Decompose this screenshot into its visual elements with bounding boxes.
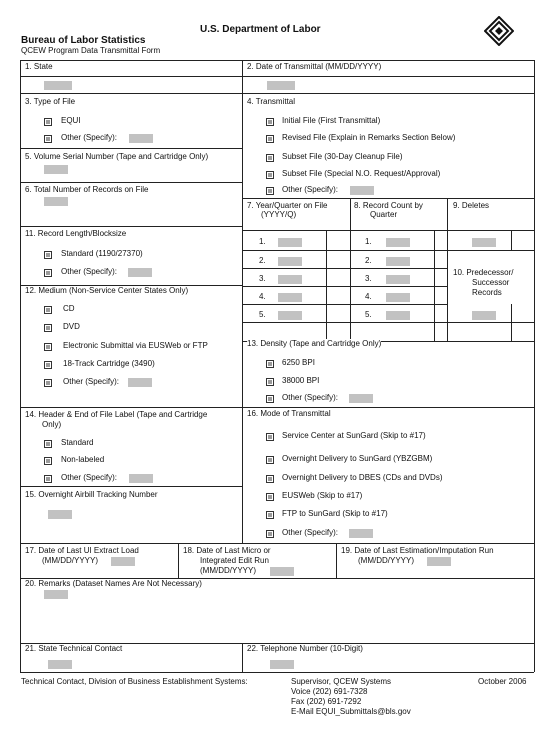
density-other-checkbox[interactable] <box>266 395 274 403</box>
subset-cleanup-checkbox[interactable] <box>266 154 274 162</box>
header-label: 14. Header & End of File Label (Tape and Cartridge <box>25 410 208 419</box>
yq-field-5[interactable] <box>278 311 302 320</box>
state-label: 1. State <box>25 62 53 71</box>
micro-edit-field[interactable] <box>270 567 294 576</box>
deletes-field[interactable] <box>472 238 496 247</box>
density-other-field[interactable] <box>349 394 373 403</box>
yq-row-4: 4. <box>259 292 266 301</box>
footer-fax: Fax (202) 691-7292 <box>291 697 362 706</box>
mode-label: 16. Mode of Transmittal <box>247 409 331 418</box>
micro-edit-label: 18. Date of Last Micro or <box>183 546 271 555</box>
estimation-label: 19. Date of Last Estimation/Imputation Run <box>341 546 494 555</box>
electronic-checkbox[interactable] <box>44 343 52 351</box>
rc-field-2[interactable] <box>386 257 410 266</box>
cartridge-label: 18-Track Cartridge (3490) <box>63 359 155 368</box>
predecessor-label-2: Successor <box>472 278 510 287</box>
subset-cleanup-label: Subset File (30-Day Cleanup File) <box>282 152 403 161</box>
length-other-label: Other (Specify): <box>61 267 118 276</box>
eusweb-checkbox[interactable] <box>266 493 274 501</box>
length-other-field[interactable] <box>128 268 152 277</box>
dvd-checkbox[interactable] <box>44 324 52 332</box>
telephone-field[interactable] <box>270 660 294 669</box>
label-standard-checkbox[interactable] <box>44 440 52 448</box>
density-38000-checkbox[interactable] <box>266 378 274 386</box>
density-6250-label: 6250 BPI <box>282 358 315 367</box>
rc-row-4: 4. <box>365 292 372 301</box>
eusweb-label: EUSWeb (Skip to #17) <box>282 491 363 500</box>
length-other-checkbox[interactable] <box>44 269 52 277</box>
yq-field-1[interactable] <box>278 238 302 247</box>
yq-row-2: 2. <box>259 256 266 265</box>
revised-file-checkbox[interactable] <box>266 135 274 143</box>
revised-file-label: Revised File (Explain in Remarks Section Below) <box>282 133 456 142</box>
dvd-label: DVD <box>63 322 80 331</box>
mode-other-checkbox[interactable] <box>266 530 274 538</box>
mode-other-field[interactable] <box>349 529 373 538</box>
non-labeled-label: Non-labeled <box>61 455 105 464</box>
header-label-cont: Only) <box>42 420 62 429</box>
overnight-dbes-checkbox[interactable] <box>266 475 274 483</box>
footer-voice: Voice (202) 691-7328 <box>291 687 368 696</box>
micro-edit-format: (MM/DD/YYYY) <box>200 566 256 575</box>
rc-row-2: 2. <box>365 256 372 265</box>
predecessor-label-3: Records <box>472 288 502 297</box>
medium-label: 12. Medium (Non-Service Center States Only) <box>25 286 189 295</box>
cd-checkbox[interactable] <box>44 306 52 314</box>
rc-field-5[interactable] <box>386 311 410 320</box>
micro-edit-label-2: Integrated Edit Run <box>200 556 269 565</box>
overnight-sungard-label: Overnight Delivery to SunGard (YBZGBM) <box>282 454 433 463</box>
ftp-sungard-checkbox[interactable] <box>266 511 274 519</box>
ui-extract-format: (MM/DD/YYYY) <box>42 556 98 565</box>
rc-row-3: 3. <box>365 274 372 283</box>
total-records-field[interactable] <box>44 197 68 206</box>
year-quarter-format: (YYYY/Q) <box>261 210 297 219</box>
transmittal-other-checkbox[interactable] <box>266 187 274 195</box>
ftp-sungard-label: FTP to SunGard (Skip to #17) <box>282 509 388 518</box>
standard-length-checkbox[interactable] <box>44 251 52 259</box>
form-name: QCEW Program Data Transmittal Form <box>21 46 161 55</box>
file-type-label: 3. Type of File <box>25 97 76 106</box>
estimation-format: (MM/DD/YYYY) <box>358 556 414 565</box>
initial-file-label: Initial File (First Transmittal) <box>282 116 381 125</box>
yq-field-4[interactable] <box>278 293 302 302</box>
airbill-field[interactable] <box>48 510 72 519</box>
label-standard-label: Standard <box>61 438 94 447</box>
transmittal-other-field[interactable] <box>350 186 374 195</box>
rc-field-1[interactable] <box>386 238 410 247</box>
label-other-checkbox[interactable] <box>44 475 52 483</box>
file-type-other-label: Other (Specify): <box>61 133 118 142</box>
subset-special-label: Subset File (Special N.O. Request/Approval) <box>282 169 441 178</box>
yq-row-1: 1. <box>259 237 266 246</box>
density-6250-checkbox[interactable] <box>266 360 274 368</box>
telephone-label: 22. Telephone Number (10-Digit) <box>247 644 363 653</box>
bureau-title: Bureau of Labor Statistics <box>21 35 146 46</box>
volume-serial-label: 5. Volume Serial Number (Tape and Cartridge Only) <box>25 152 209 161</box>
deletes-label: 9. Deletes <box>453 201 490 210</box>
volume-serial-field[interactable] <box>44 165 68 174</box>
footer-email: E-Mail EQUI_Submittals@bls.gov <box>291 707 411 716</box>
estimation-field[interactable] <box>427 557 451 566</box>
remarks-label: 20. Remarks (Dataset Names Are Not Necessary) <box>25 579 202 588</box>
file-type-other-checkbox[interactable] <box>44 135 52 143</box>
medium-other-checkbox[interactable] <box>44 379 52 387</box>
rc-field-4[interactable] <box>386 293 410 302</box>
density-label: 13. Density (Tape and Cartridge Only) <box>247 339 382 348</box>
rc-field-3[interactable] <box>386 275 410 284</box>
subset-special-checkbox[interactable] <box>266 171 274 179</box>
rc-row-1: 1. <box>365 237 372 246</box>
transmittal-date-label: 2. Date of Transmittal (MM/DD/YYYY) <box>247 62 382 71</box>
record-count-sublabel: Quarter <box>370 210 398 219</box>
transmittal-other-label: Other (Specify): <box>282 185 339 194</box>
cd-label: CD <box>63 304 75 313</box>
initial-file-checkbox[interactable] <box>266 118 274 126</box>
yq-row-5: 5. <box>259 310 266 319</box>
predecessor-label-1: 10. Predecessor/ <box>453 268 514 277</box>
contact-label: 21. State Technical Contact <box>25 644 123 653</box>
ui-extract-field[interactable] <box>111 557 135 566</box>
state-field[interactable] <box>44 81 72 90</box>
record-length-label: 11. Record Length/Blocksize <box>25 229 127 238</box>
standard-length-label: Standard (1190/27370) <box>61 249 143 258</box>
mode-other-label: Other (Specify): <box>282 528 339 537</box>
dept-title: U.S. Department of Labor <box>200 24 321 35</box>
service-center-label: Service Center at SunGard (Skip to #17) <box>282 431 426 440</box>
predecessor-field[interactable] <box>472 311 496 320</box>
medium-other-label: Other (Specify): <box>63 377 120 386</box>
ui-extract-label: 17. Date of Last UI Extract Load <box>25 546 139 555</box>
cartridge-checkbox[interactable] <box>44 361 52 369</box>
density-38000-label: 38000 BPI <box>282 376 320 385</box>
transmittal-date-field[interactable] <box>267 81 295 90</box>
electronic-label: Electronic Submittal via EUSWeb or FTP <box>63 341 208 350</box>
yq-field-3[interactable] <box>278 275 302 284</box>
label-other-label: Other (Specify): <box>61 473 118 482</box>
yq-row-3: 3. <box>259 274 266 283</box>
footer-date: October 2006 <box>478 677 527 686</box>
footer-supervisor: Supervisor, QCEW Systems <box>291 677 392 686</box>
transmittal-label: 4. Transmittal <box>247 97 296 106</box>
non-labeled-checkbox[interactable] <box>44 457 52 465</box>
service-center-checkbox[interactable] <box>266 433 274 441</box>
total-records-label: 6. Total Number of Records on File <box>25 185 149 194</box>
footer-contact-label: Technical Contact, Division of Business Establishment Systems: <box>21 677 248 686</box>
rc-row-5: 5. <box>365 310 372 319</box>
year-quarter-label: 7. Year/Quarter on File <box>247 201 328 210</box>
overnight-sungard-checkbox[interactable] <box>266 456 274 464</box>
contact-field[interactable] <box>48 660 72 669</box>
density-other-label: Other (Specify): <box>282 393 339 402</box>
medium-other-field[interactable] <box>128 378 152 387</box>
file-type-other-field[interactable] <box>129 134 153 143</box>
yq-field-2[interactable] <box>278 257 302 266</box>
record-count-label: 8. Record Count by <box>354 201 423 210</box>
overnight-dbes-label: Overnight Delivery to DBES (CDs and DVDs) <box>282 473 443 482</box>
remarks-field[interactable] <box>44 590 68 599</box>
equi-checkbox[interactable] <box>44 118 52 126</box>
equi-option-label: EQUI <box>61 116 81 125</box>
airbill-label: 15. Overnight Airbill Tracking Number <box>25 490 158 499</box>
dol-diamond-logo-icon <box>484 16 514 46</box>
label-other-field[interactable] <box>129 474 153 483</box>
